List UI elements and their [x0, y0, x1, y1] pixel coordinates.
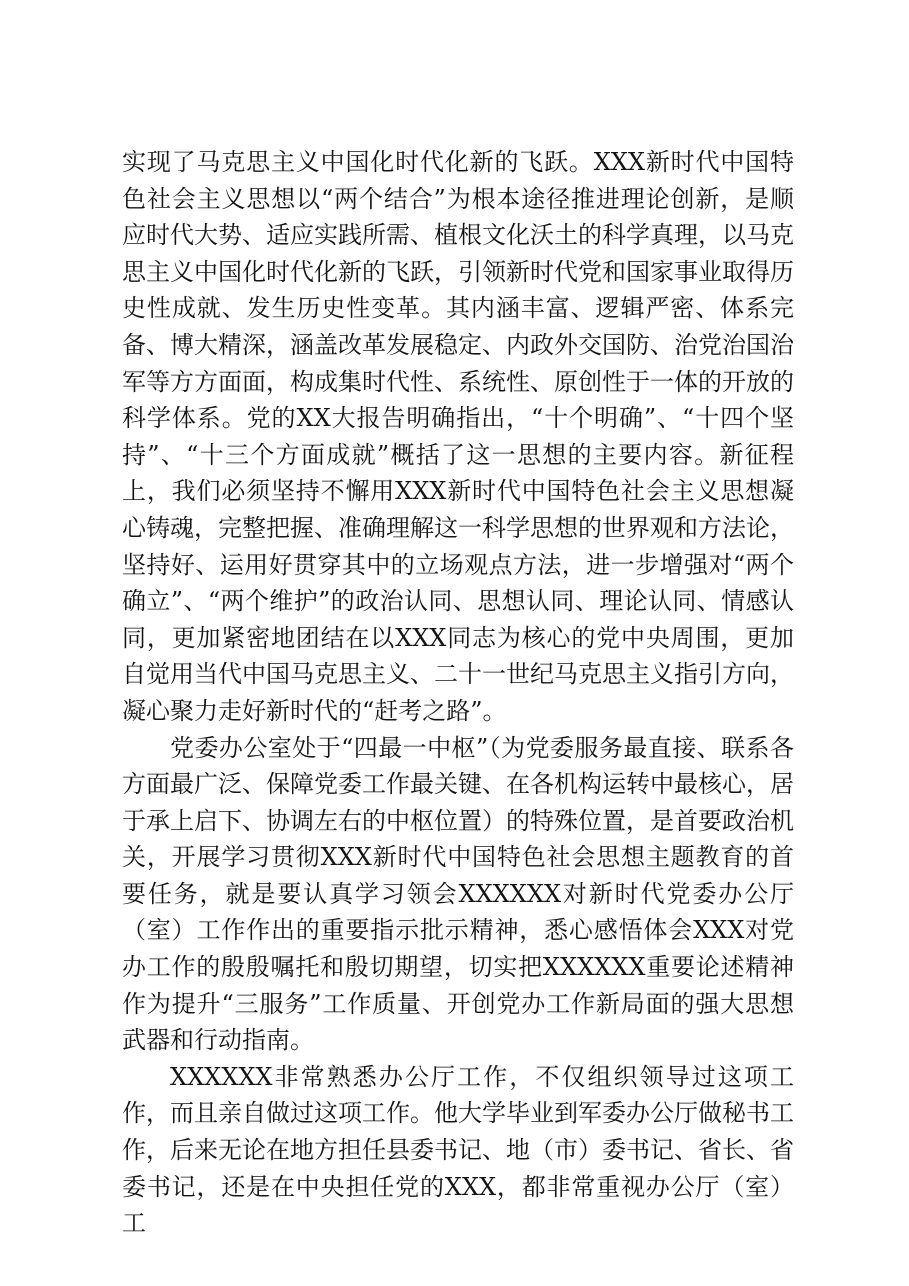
paragraph-3: XXXXXX非常熟悉办公厅工作，不仅组织领导过这项工作，而且亲自做过这项工作。他大学毕业到军委办公厅做秘书工作，后来无论在地方担任县委书记、地（市）委书记、省长、省委书记，还是在中央担任党的XXX，都非常重视办公厅（室）工: [122, 1062, 794, 1238]
paragraph-1: 实现了马克思主义中国化时代化新的飞跃。XXX新时代中国特色社会主义思想以“两个结合”为根本途径推进理论创新，是顺应时代大势、适应实践所需、植根文化沃土的科学真理，以马克思主义中国化时代化新的飞跃，引领新时代党和国家事业取得历史性成就、发生历史性变革。其内涵丰富、逻辑严密、体系完备、博大精深，涵盖改革发展稳定、内政外交国防、治党治国治军等方方面面，构成集时代性、系统性、原创性于一体的开放的科学体系。党的XX大报告明确指出，“十个明确”、“十四个坚持”、“十三个方面成就”概括了这一思想的主要内容。新征程上，我们必须坚持不懈用XXX新时代中国特色社会主义思想凝心铸魂，完整把握、准确理解这一科学思想的世界观和方法论，坚持好、运用好贯穿其中的立场观点方法，进一步增强对“两个确立”、“两个维护”的政治认同、思想认同、理论认同、情感认同，更加紧密地团结在以XXX同志为核心的党中央周围，更加自觉用当代中国马克思主义、二十一世纪马克思主义指引方向，凝心聚力走好新时代的“赶考之路”。: [122, 148, 794, 725]
paragraph-2: 党委办公室处于“四最一中枢”（为党委服务最直接、联系各方面最广泛、保障党委工作最关键、在各机构运转中最核心，居于承上启下、协调左右的中枢位置）的特殊位置，是首要政治机关，开展学习贯彻XXX新时代中国特色社会思想主题教育的首要任务，就是要认真学习领会XXXXXX对新时代党委办公厅（室）工作作出的重要指示批示精神，悉心感悟体会XXX对党办工作的殷殷嘱托和殷切期望，切实把XXXXXX重要论述精神作为提升“三服务”工作质量、开创党办工作新局面的强大思想武器和行动指南。: [122, 733, 794, 1055]
document-body: [122, 144, 794, 1242]
